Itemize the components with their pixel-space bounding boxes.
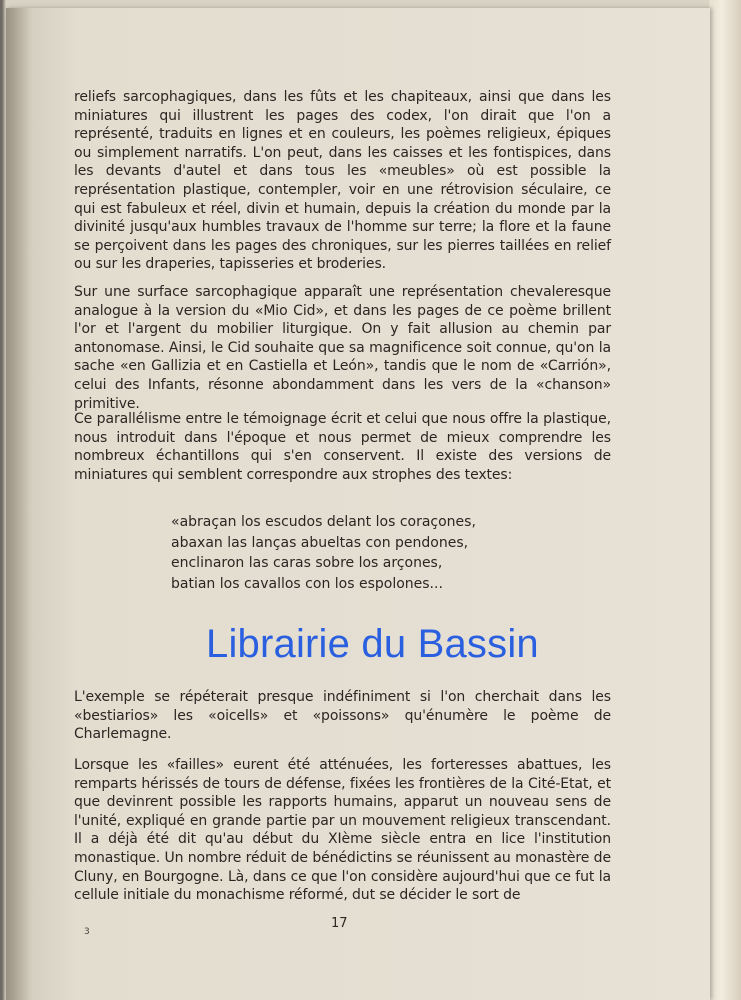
paragraph-failles (74, 756, 611, 905)
paragraph-text: Sur une surface sarcophagique apparaît une représentation chevaleresque analogue à la version du «Mio Cid», et dans les pages de ce poème brillent l'or et l'argent du mobilier liturgique. On y fait allusion au chemin par antonomase. Ainsi, le Cid souhaite que sa magnificence soit connue, qu'on la sache «en Gallizia et en Castiella et León», tandis que le nom de «Carrión», celui des Infants, résonne abondamment dans les vers de la «chanson» primitive. (74, 284, 611, 412)
book-page (6, 8, 710, 1000)
paragraph-text: L'exemple se répéterait presque indéfiniment si l'on cherchait dans les «bestiarios» les «oicells» et «poissons» qu'énumère le poème de Charlemagne. (74, 689, 611, 743)
verse-line: batian los cavallos con los espolones... (171, 575, 443, 592)
paragraph-text: Lorsque les «failles» eurent été atténuées, les forteresses abattues, les remparts hérissés de tours de défense, fixées les frontières de la Cité-Etat, et que devinrent possible les rapports humains, apparut un nouveau sens de l'unité, expliqué en grande partie par un mouvement religieux transcendant. Il a déjà été dit qu'au début du XIème siècle entra en lice l'institution monastique. Un nombre réduit de bénédictins se réunissent au monastère de Cluny, en Bourgogne. Là, dans ce que l'on considère aujourd'hui que ce fut la cellule initiale du monachisme réformé, dut se décider le sort de (74, 757, 611, 904)
watermark-text: Librairie du Bassin (206, 622, 539, 666)
verse-line: «abraçan los escudos delant los coraçones, (171, 514, 476, 530)
paragraph-mio-cid (74, 283, 611, 413)
paragraph-text: Ce parallélisme entre le témoignage écrit et celui que nous offre la plastique, nous introduit dans l'époque et nous permet de mieux comprendre les nombreux échantillons qui s'en conservent. Il existe des versions de miniatures qui semblent correspondre aux strophes des textes: (74, 411, 611, 483)
paragraph-text: reliefs sarcophagiques, dans les fûts et les chapiteaux, ainsi que dans les miniatures qui illustrent les pages des codex, l'on dirait que l'on a représenté, traduits en lignes et en couleurs, les poèmes religieux, épiques ou simplement narratifs. L'on peut, dans les caisses et les fontispices, dans les devants d'autel et dans tous les «meubles» où est possible la représentation plastique, contempler, voir en une rétrovision séculaire, ce qui est fabuleux et réel, divin et humain, depuis la création du monde par la divinité jusqu'aux humbles travaux de l'homme sur terre; la flore et la faune se perçoivent dans les pages des chroniques, sur les pierres taillées en relief ou sur les draperies, tapisseries et broderies. (74, 89, 611, 273)
verse-line: abaxan las lanças abueltas con pendones, (171, 534, 469, 551)
verse-quotation (171, 512, 476, 594)
paragraph-parallelisme (74, 410, 611, 484)
paragraph-reliefs (74, 88, 611, 274)
book-cover-edge (709, 0, 741, 1000)
paragraph-exemple (74, 688, 611, 744)
verse-line: enclinaron las caras sobre los arçones, (171, 555, 443, 571)
signature-mark: 3 (84, 927, 90, 937)
spine-shadow (6, 8, 30, 1000)
page-number: 17 (331, 916, 348, 931)
